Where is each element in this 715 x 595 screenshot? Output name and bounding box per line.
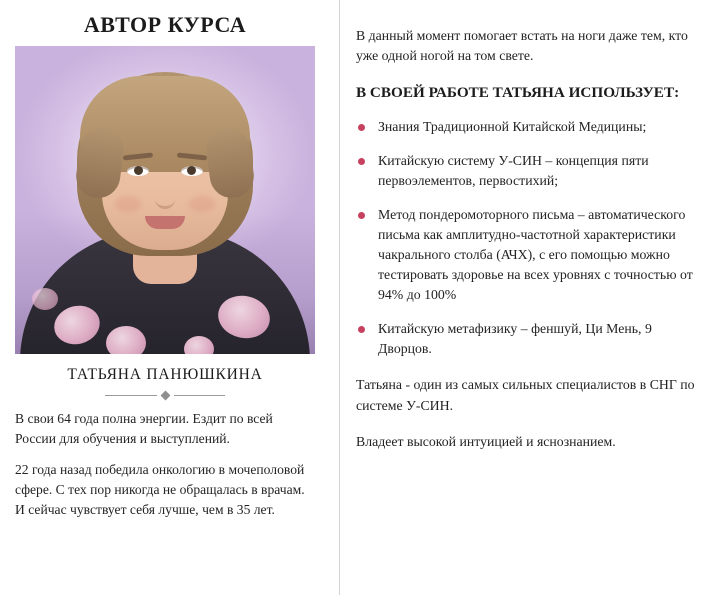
portrait-pupil-right: [187, 166, 196, 175]
closing-paragraph: Татьяна - один из самых сильных специалистов в СНГ по системе У-СИН.: [356, 377, 695, 413]
portrait-hair-front: [80, 76, 250, 172]
list-item: Метод пондеромоторного письма – автоматического письма как амплитудно-частотной характеристики чакрального столба (АЧХ), с его помощью можно тестировать здоровье на всех уровнях с точностью от 94% до 100%: [356, 205, 697, 305]
flower-motif: [214, 291, 274, 343]
closing-paragraph: Владеет высокой интуицией и яснознанием.: [356, 434, 616, 450]
page-title: АВТОР КУРСА: [83, 12, 247, 37]
list-item: Китайскую систему У-СИН – концепция пяти первоэлементов, первостихий;: [356, 151, 697, 191]
bio-paragraph: В свои 64 года полна энергии. Ездит по всей России для обучения и выступлений.: [15, 411, 273, 446]
divider-line-left: [105, 395, 157, 396]
author-bio: [15, 409, 315, 532]
portrait-nose: [155, 180, 175, 209]
flower-motif: [106, 326, 146, 354]
author-name: ТАТЬЯНА ПАНЮШКИНА: [67, 366, 263, 383]
flower-motif: [184, 336, 214, 354]
flower-motif: [50, 301, 104, 350]
portrait-cheek-left: [115, 196, 141, 212]
list-item: Знания Традиционной Китайской Медицины;: [356, 117, 697, 137]
flower-motif: [32, 288, 58, 310]
bio-paragraph: 22 года назад победила онкологию в мочеполовой сфере. С тех пор никогда не обращалась в врачам. И сейчас чувствует себя лучше, чем в 35 лет.: [15, 462, 305, 517]
left-column: [0, 0, 330, 595]
portrait-pupil-left: [134, 166, 143, 175]
right-column: [330, 0, 715, 595]
column-divider: [339, 0, 340, 595]
section-heading: В СВОЕЙ РАБОТЕ ТАТЬЯНА ИСПОЛЬЗУЕТ:: [356, 83, 680, 101]
divider-diamond: [160, 391, 170, 401]
ornamental-divider: [105, 392, 225, 399]
intro-paragraph: В данный момент помогает встать на ноги даже тем, кто уже одной ногой на том свете.: [356, 28, 688, 64]
portrait-cheek-right: [189, 196, 215, 212]
methods-list: [356, 117, 697, 359]
author-portrait: [15, 46, 315, 354]
list-item: Китайскую метафизику – феншуй, Ци Мень, 9 Дворцов.: [356, 319, 697, 359]
divider-line-right: [174, 395, 226, 396]
